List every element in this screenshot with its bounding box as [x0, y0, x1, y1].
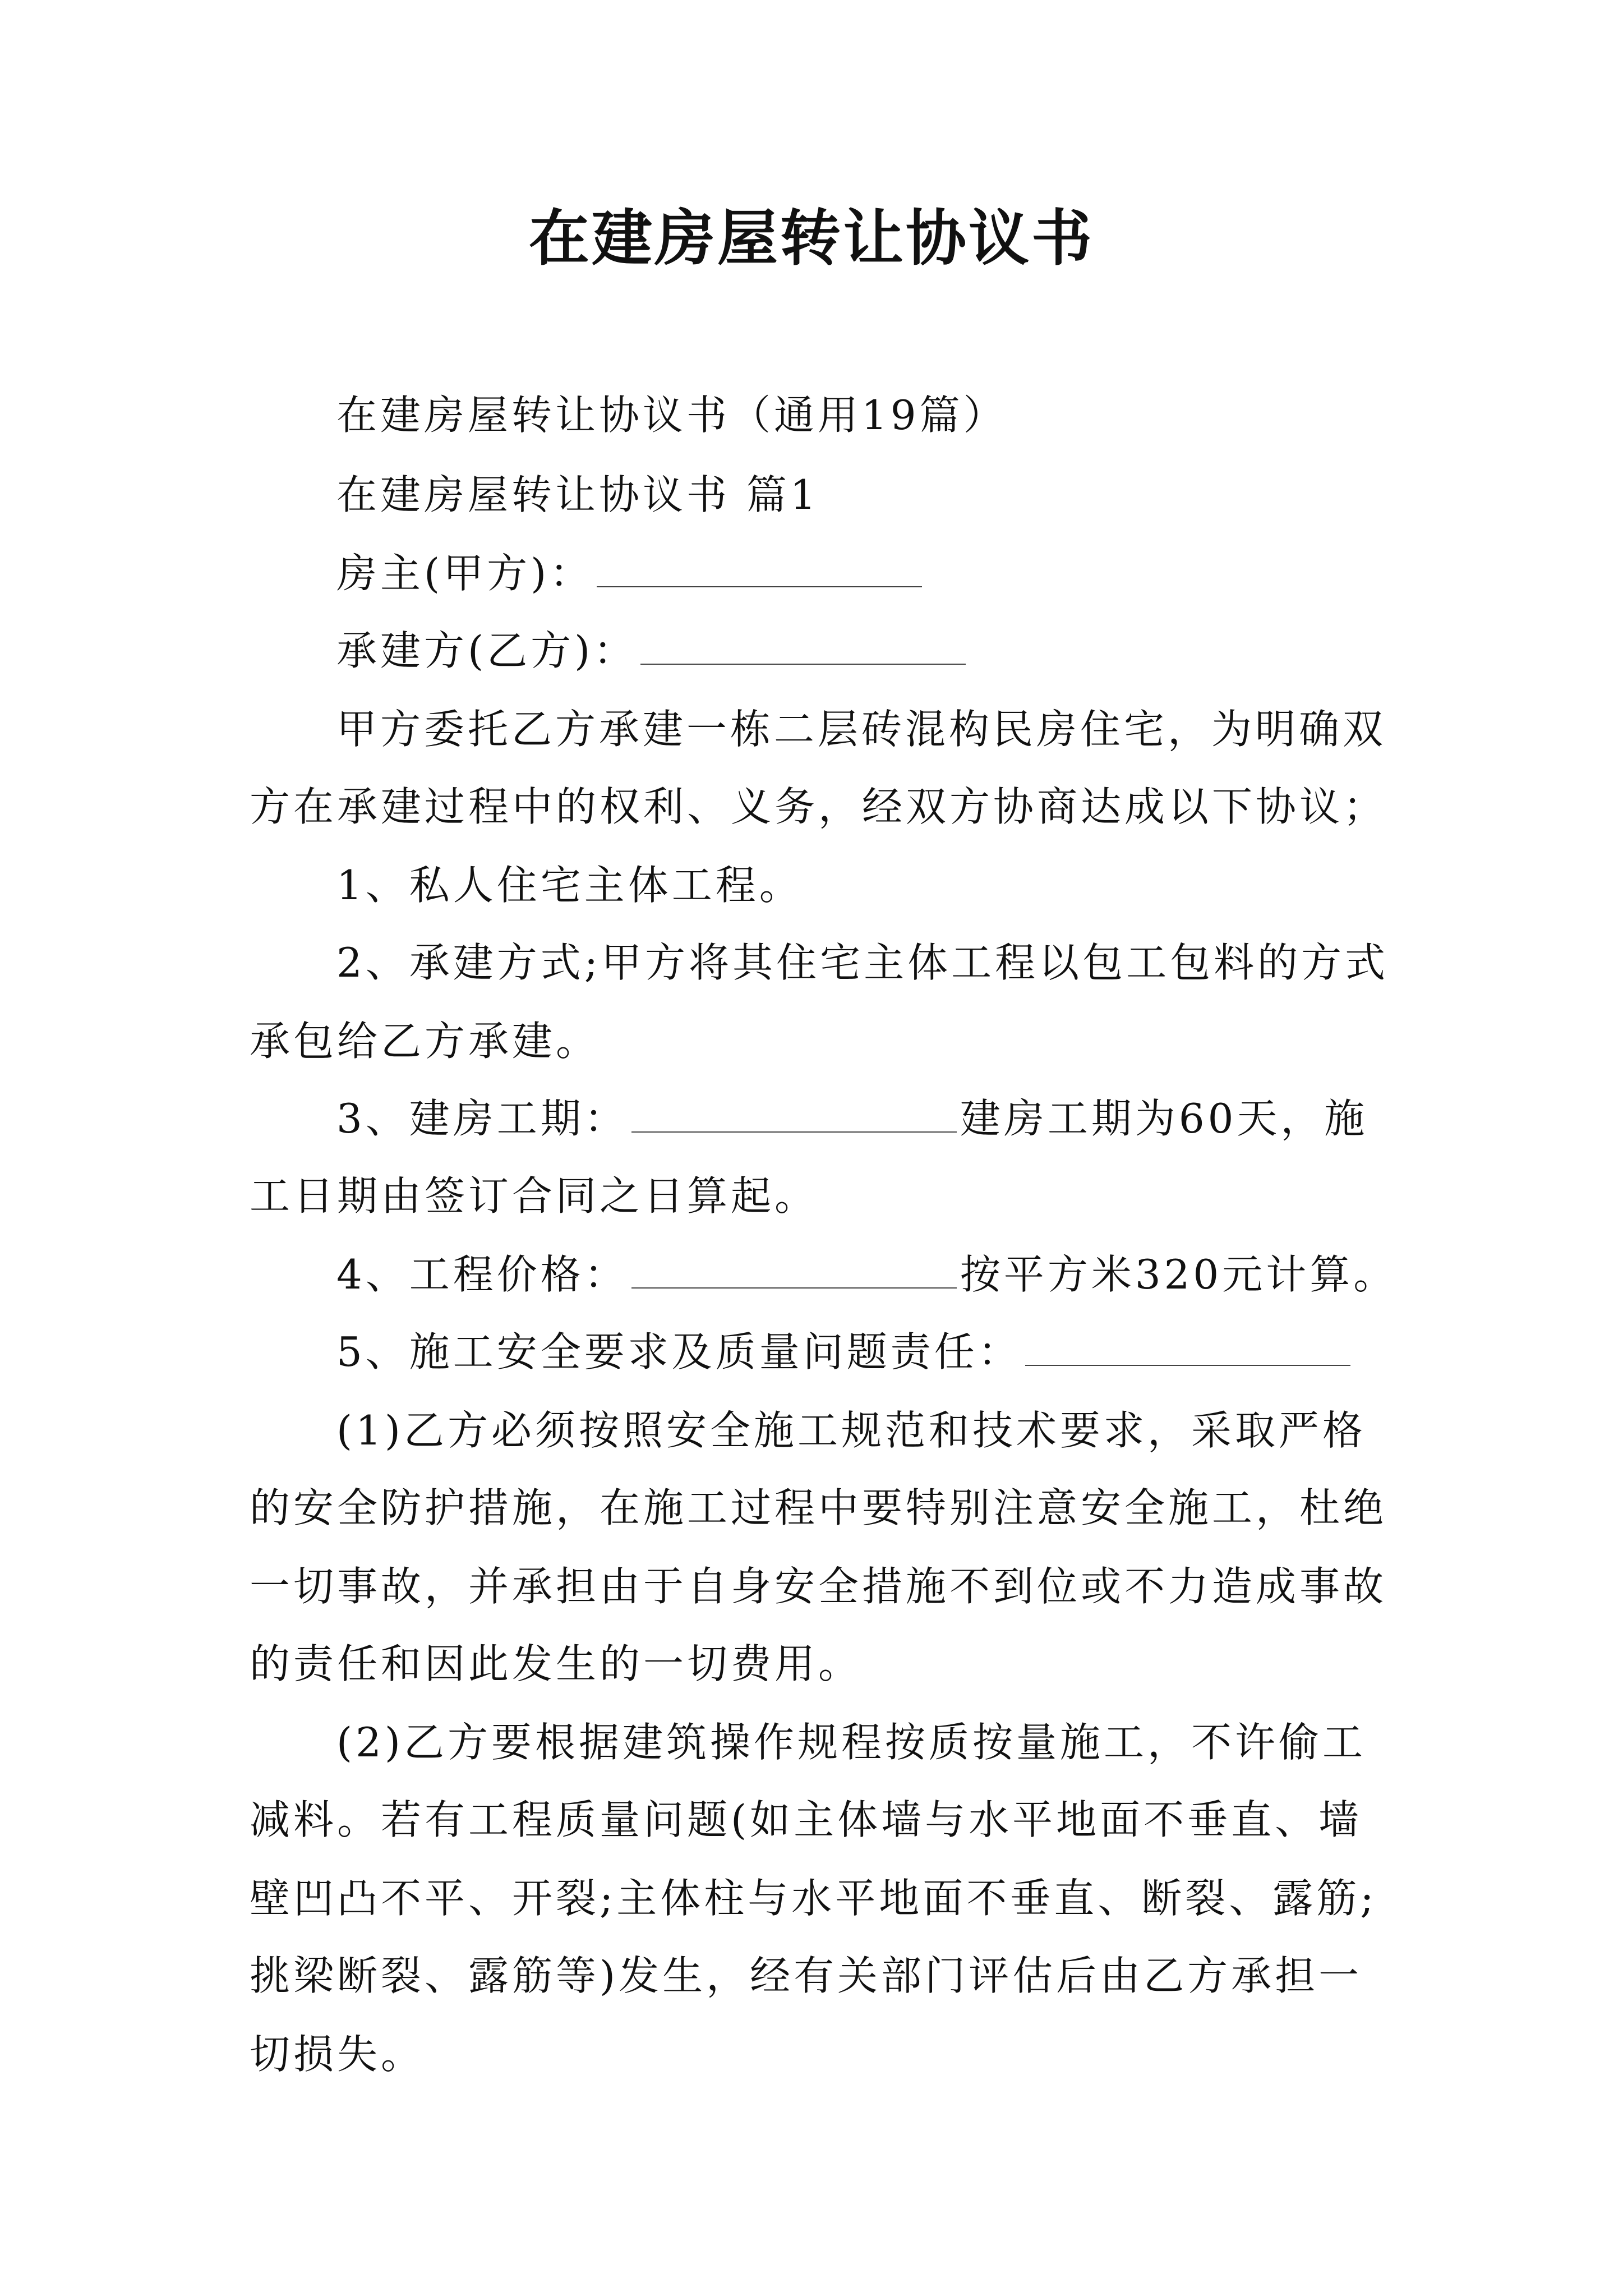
clause-2-continued: 切损失。: [250, 2031, 425, 2078]
item-2: 2、承建方式;甲方将其住宅主体工程以包工包料的方式: [336, 939, 1389, 986]
clause-2-continued: 壁凹凸不平、开裂;主体柱与水平地面不垂直、断裂、露筋;: [250, 1875, 1377, 1922]
item-5-blank: [1025, 1331, 1350, 1366]
party-b-label: 承建方(乙方)：: [336, 627, 638, 674]
party-a-line: [336, 545, 925, 601]
item-3-label: 3、建房工期：: [336, 1095, 628, 1142]
clause-1-continued: 的安全防护措施，在施工过程中要特别注意安全施工，杜绝: [250, 1484, 1387, 1531]
item-4-line: [336, 1246, 1397, 1303]
item-3-line: [336, 1091, 1368, 1147]
document-subtitle: 在建房屋转让协议书（通用19篇）: [336, 392, 1007, 439]
section-heading: 在建房屋转让协议书 篇1: [336, 471, 819, 518]
clause-1: (1)乙方必须按照安全施工规范和技术要求，采取严格: [336, 1407, 1366, 1454]
party-a-label: 房主(甲方)：: [336, 550, 594, 597]
party-a-blank: [597, 553, 922, 587]
intro-line: 方在承建过程中的权利、义务，经双方协商达成以下协议；: [250, 783, 1387, 830]
item-4-tail: 按平方米320元计算。: [960, 1251, 1398, 1298]
item-5-line: [336, 1324, 1354, 1380]
document-title: 在建房屋转让协议书: [528, 203, 1094, 274]
item-3-tail: 建房工期为60天，施: [960, 1095, 1368, 1142]
item-5-label: 5、施工安全要求及质量问题责任：: [336, 1328, 1022, 1375]
clause-2-continued: 挑梁断裂、露筋等)发生，经有关部门评估后由乙方承担一: [250, 1952, 1363, 1999]
clause-2: (2)乙方要根据建筑操作规程按质按量施工，不许偷工: [336, 1719, 1366, 1766]
item-4-label: 4、工程价格：: [336, 1251, 628, 1298]
clause-1-continued: 的责任和因此发生的一切费用。: [250, 1640, 863, 1687]
party-b-blank: [640, 630, 966, 665]
item-4-blank: [631, 1254, 957, 1289]
item-3-blank: [631, 1098, 957, 1133]
clause-2-continued: 减料。若有工程质量问题(如主体墙与水平地面不垂直、墙: [250, 1796, 1363, 1843]
item-1: 1、私人住宅主体工程。: [336, 862, 803, 909]
item-2-continued: 承包给乙方承建。: [250, 1018, 600, 1065]
party-b-line: [336, 623, 969, 679]
clause-1-continued: 一切事故，并承担由于自身安全措施不到位或不力造成事故: [250, 1563, 1387, 1610]
item-3-continued: 工日期由签订合同之日算起。: [250, 1172, 819, 1220]
intro-line: 甲方委托乙方承建一栋二层砖混构民房住宅，为明确双: [336, 706, 1387, 753]
